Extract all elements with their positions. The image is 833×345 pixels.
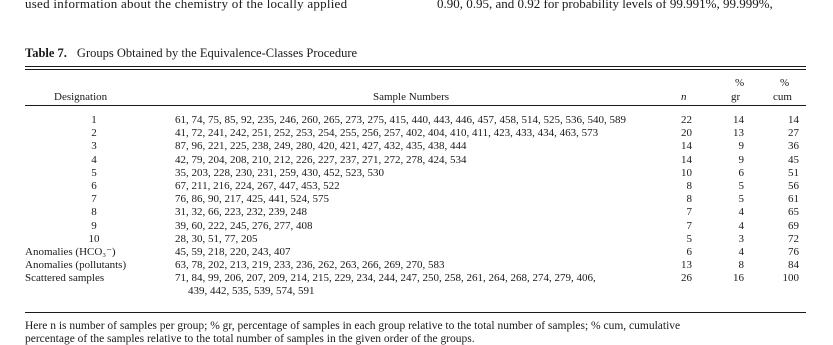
cell-cum: 36 [788, 140, 799, 153]
cell-designation: 6 [91, 179, 97, 192]
cell-n: 13 [681, 259, 692, 272]
header-n: n [681, 91, 687, 103]
cell-samples: 35, 203, 228, 230, 231, 259, 430, 452, 523, 530 [175, 166, 384, 179]
top-rule [25, 66, 806, 67]
cell-n: 20 [681, 127, 692, 140]
table-row [0, 167, 833, 180]
cell-n: 14 [681, 153, 692, 166]
table-footnote: Here n is number of samples per group; % gr, percentage of samples in each group relative to the total number of samples; % cum, cumulative [25, 320, 681, 332]
cell-cum: 69 [788, 219, 799, 232]
cell-samples: 41, 72, 241, 242, 251, 252, 253, 254, 255, 256, 257, 402, 404, 410, 411, 423, 433, 434, 463, 573 [175, 127, 599, 140]
cell-cum: 45 [788, 153, 799, 166]
cell-designation: 9 [91, 219, 97, 232]
table-number: Table 7. [25, 46, 67, 60]
table-row [0, 220, 833, 233]
top-rule-double [25, 69, 806, 70]
cell-designation: 8 [91, 206, 97, 219]
table-row [0, 259, 833, 272]
cell-designation: 5 [91, 166, 97, 179]
cell-cum: 100 [782, 272, 799, 285]
header-rule [25, 105, 806, 106]
table-row [0, 246, 833, 259]
cell-cum: 72 [788, 232, 799, 245]
cell-gr: 3 [738, 232, 744, 245]
cell-gr: 8 [738, 259, 744, 272]
cell-designation: Scattered samples [25, 272, 105, 285]
table-row [0, 272, 833, 285]
cell-n: 10 [681, 166, 692, 179]
header-pct-gr-symbol: % [735, 77, 745, 89]
cell-samples: 76, 86, 90, 217, 425, 441, 524, 575 [175, 193, 329, 206]
cell-designation: 2 [91, 127, 97, 140]
cell-n: 6 [686, 245, 692, 258]
cell-cum: 27 [788, 127, 799, 140]
cell-designation: Anomalies (pollutants) [25, 259, 127, 272]
cell-n: 22 [681, 114, 692, 126]
cell-cum: 65 [788, 206, 799, 219]
cell-n: 8 [686, 179, 692, 192]
table-row-continuation [0, 285, 833, 298]
table-row [0, 127, 833, 140]
cell-samples: 42, 79, 204, 208, 210, 212, 226, 227, 237, 271, 272, 278, 424, 534 [175, 153, 467, 166]
header-gr: gr [731, 91, 741, 103]
cell-gr: 5 [738, 193, 744, 206]
cell-designation: 10 [88, 232, 100, 245]
cell-designation: 3 [91, 140, 97, 153]
cell-gr: 14 [733, 114, 744, 126]
cell-samples: 87, 96, 221, 225, 238, 249, 280, 420, 421, 427, 432, 435, 438, 444 [175, 140, 467, 153]
cell-gr: 9 [738, 153, 744, 166]
prev-text-left: used information about the chemistry of the locally applied [25, 0, 348, 11]
header-sample-numbers: Sample Numbers [373, 91, 450, 103]
prev-text-right: 0.90, 0.95, and 0.92 for probability levels of 99.991%, 99.999%, [437, 0, 773, 11]
table-row [0, 180, 833, 193]
cell-designation: 4 [91, 153, 97, 166]
table-row [0, 193, 833, 206]
cell-gr: 13 [733, 127, 744, 140]
cell-designation: 7 [91, 193, 97, 206]
table-caption [25, 46, 357, 61]
cell-samples: 63, 78, 202, 213, 219, 233, 236, 262, 263, 266, 269, 270, 583 [175, 259, 445, 272]
cell-n: 7 [686, 206, 692, 219]
cell-gr: 5 [738, 179, 744, 192]
cell-gr: 6 [738, 166, 744, 179]
cell-gr: 4 [738, 245, 744, 258]
cell-gr: 4 [738, 206, 744, 219]
cell-gr: 9 [738, 140, 744, 153]
cell-cum: 84 [788, 259, 799, 272]
cell-designation: Anomalies (HCO₃⁻) [25, 245, 116, 258]
bottom-rule [25, 312, 806, 313]
table-row [0, 114, 833, 127]
table-body [0, 114, 833, 299]
table-row [0, 206, 833, 219]
cell-samples: 45, 59, 218, 220, 243, 407 [175, 245, 291, 258]
cell-samples: 39, 60, 222, 245, 276, 277, 408 [175, 219, 313, 232]
cell-n: 5 [686, 232, 692, 245]
cell-samples: 71, 84, 99, 206, 207, 209, 214, 215, 229, 234, 244, 247, 250, 258, 261, 264, 268, 274, 279, 406, [175, 272, 596, 285]
cell-designation: 1 [91, 114, 97, 126]
table-row [0, 233, 833, 246]
header-cum: cum [773, 91, 792, 103]
cell-samples: 31, 32, 66, 223, 232, 239, 248 [175, 206, 307, 219]
cell-n: 14 [681, 140, 692, 153]
header-designation: Designation [54, 91, 108, 103]
table-title: Groups Obtained by the Equivalence-Classes Procedure [76, 46, 358, 60]
previous-page-text [0, 0, 833, 22]
cell-samples: 439, 442, 535, 539, 574, 591 [188, 285, 315, 298]
cell-cum: 14 [788, 114, 799, 126]
cell-cum: 56 [788, 179, 799, 192]
cell-samples: 61, 74, 75, 85, 92, 235, 246, 260, 265, 273, 275, 415, 440, 443, 446, 457, 458, 514, 525, 536, 540, 589 [175, 114, 626, 126]
cell-gr: 16 [733, 272, 744, 285]
cell-samples: 28, 30, 51, 77, 205 [175, 232, 258, 245]
cell-n: 26 [681, 272, 692, 285]
table-row [0, 154, 833, 167]
cell-cum: 61 [788, 193, 799, 206]
header-pct-cum-symbol: % [780, 77, 790, 89]
table-footnote-continued: percentage of the samples relative to the total number of samples in the given order of the groups. [25, 333, 475, 345]
cell-cum: 51 [788, 166, 799, 179]
cell-samples: 67, 211, 216, 224, 267, 447, 453, 522 [175, 179, 340, 192]
cell-gr: 4 [738, 219, 744, 232]
cell-n: 8 [686, 193, 692, 206]
table-row [0, 140, 833, 153]
cell-cum: 76 [788, 245, 799, 258]
cell-n: 7 [686, 219, 692, 232]
